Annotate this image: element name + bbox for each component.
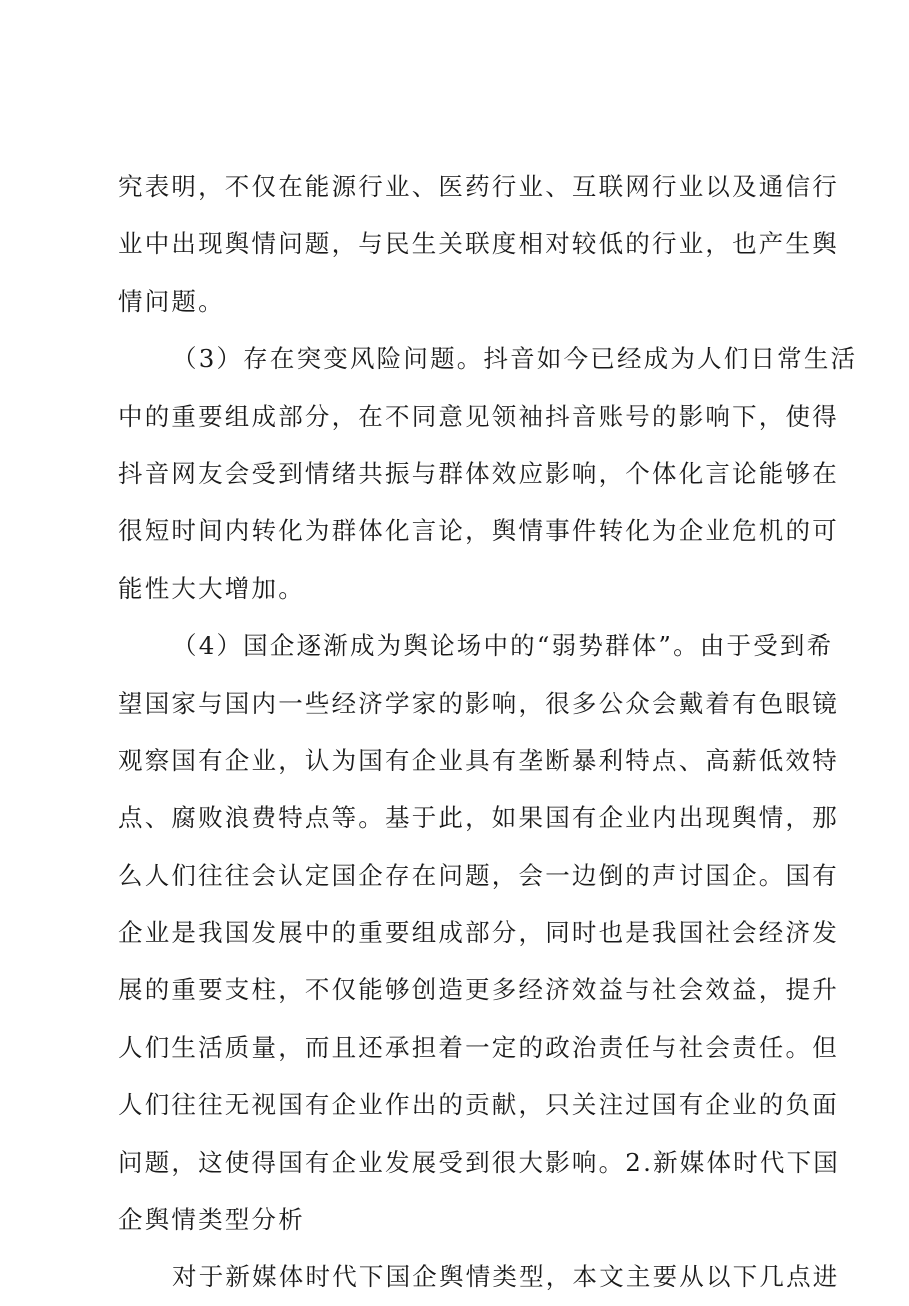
document-body [118, 158, 858, 1306]
text-line: 企舆情类型分析 [118, 1205, 305, 1235]
text-line: 情问题。 [118, 286, 225, 316]
text-line: 能性大大增加。 [118, 573, 305, 603]
text-line: 抖音网友会受到情绪共振与群体效应影响，个体化言论能够在 [118, 458, 839, 488]
text-line: 么人们往往会认定国企存在问题，会一边倒的声讨国企。国有 [118, 860, 839, 890]
text-line: 问题，这使得国有企业发展受到很大影响。2.新媒体时代下国 [118, 1147, 840, 1177]
text-line: （3）存在突变风险问题。抖音如今已经成为人们日常生活 [172, 344, 858, 374]
text-line: 业中出现舆情问题，与民生关联度相对较低的行业，也产生舆 [118, 229, 839, 259]
text-line: 观察国有企业，认为国有企业具有垄断暴利特点、高薪低效特 [118, 745, 839, 775]
text-line: 企业是我国发展中的重要组成部分，同时也是我国社会经济发 [118, 918, 839, 948]
text-line: 中的重要组成部分，在不同意见领袖抖音账号的影响下，使得 [118, 401, 839, 431]
text-line: 人们生活质量，而且还承担着一定的政治责任与社会责任。但 [118, 1032, 839, 1062]
text-line: 对于新媒体时代下国企舆情类型，本文主要从以下几点进 [172, 1262, 840, 1292]
text-line: 展的重要支柱，不仅能够创造更多经济效益与社会效益，提升 [118, 975, 839, 1005]
text-line: 点、腐败浪费特点等。基于此，如果国有企业内出现舆情，那 [118, 803, 839, 833]
text-line: 望国家与国内一些经济学家的影响，很多公众会戴着有色眼镜 [118, 688, 839, 718]
text-line: （4）国企逐渐成为舆论场中的“弱势群体”。由于受到希 [172, 631, 834, 661]
text-line: 很短时间内转化为群体化言论，舆情事件转化为企业危机的可 [118, 516, 839, 546]
text-line: 人们往往无视国有企业作出的贡献，只关注过国有企业的负面 [118, 1090, 839, 1120]
text-line: 究表明，不仅在能源行业、医药行业、互联网行业以及通信行 [118, 172, 839, 201]
